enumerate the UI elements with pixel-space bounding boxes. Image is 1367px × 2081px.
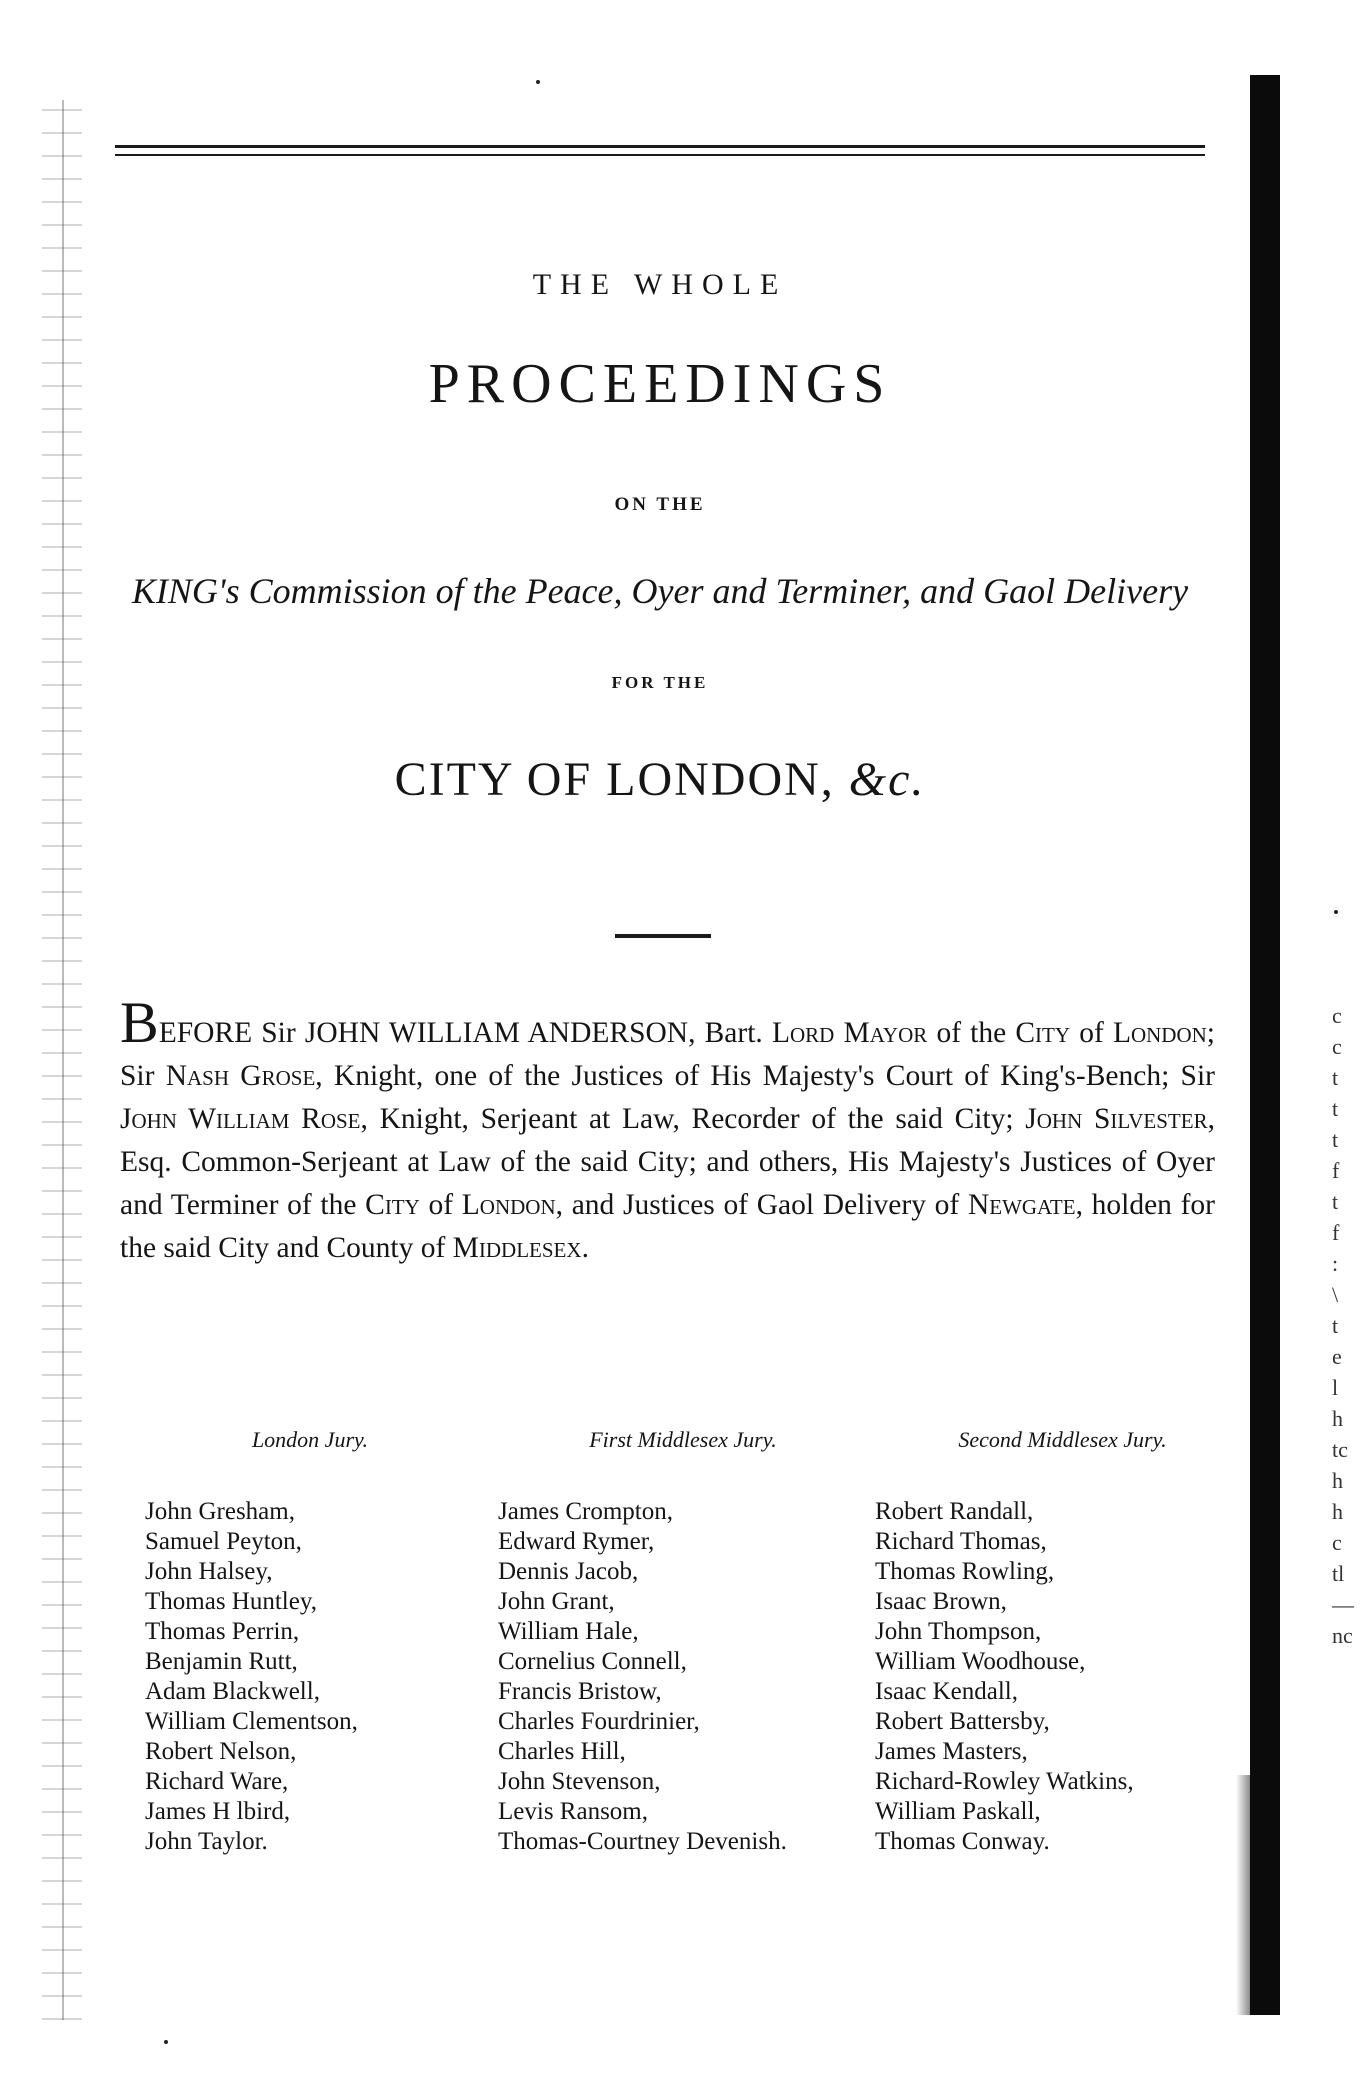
juror-name: Dennis Jacob, [498,1558,639,1585]
subtitle-for-the: FOR THE [611,673,709,692]
bleed-fragment: tc [1332,1437,1348,1462]
jury-list [145,1497,445,1857]
preamble-smallcaps: City [1015,1017,1071,1049]
bleed-fragment: nc [1332,1623,1353,1648]
top-rule [115,145,1205,148]
juror-name: James H lbird, [145,1798,291,1825]
juror-name: John Stevenson, [498,1768,661,1795]
bleed-fragment: t [1332,1189,1339,1214]
juror-name: William Clementson, [145,1708,358,1735]
bleed-fragment: h [1332,1499,1343,1524]
top-rule-secondary [115,154,1205,156]
preamble-text: , Knight, Serjeant at Law, Recorder of the said City; [360,1103,1026,1135]
subtitle-on-the: ON THE [614,494,706,515]
bleed-fragment: t [1332,1313,1339,1338]
city-name: CITY OF LONDON, [394,753,835,806]
bleed-fragment: e [1332,1344,1342,1369]
preamble-smallcaps: Nash Grose [165,1060,316,1092]
juror-name: Thomas Rowling, [875,1558,1055,1585]
juror-name: John Grant, [498,1588,615,1615]
juror-name: Richard-Rowley Watkins, [875,1768,1134,1795]
jury-list [498,1497,838,1857]
scan-speck [164,2040,168,2044]
preamble-paragraph [120,990,1216,1270]
preamble-text: . [581,1232,589,1264]
preamble-smallcaps: City [365,1189,420,1221]
juror-name: Richard Ware, [145,1768,289,1795]
section-divider-rule [615,934,711,938]
subtitle-commission: KING's Commission of the Peace, Oyer and Terminer, and Gaol Delivery [131,571,1189,611]
preamble-text: , and Justices of Gaol Delivery of [555,1189,968,1221]
juror-name: John Gresham, [145,1498,295,1525]
jury-column-first-middlesex [498,1425,838,1857]
title-the-whole: THE WHOLE [532,268,788,301]
preamble-text: EFORE Sir JOHN WILLIAM ANDERSON, Bart. [158,1017,772,1049]
preamble-text: ; Sir [120,1017,1215,1092]
bleed-fragment: l [1332,1375,1339,1400]
bleed-fragment: t [1332,1096,1339,1121]
juror-name: Benjamin Rutt, [145,1648,298,1675]
juror-name: Edward Rymer, [498,1528,655,1555]
bleed-fragment: c [1332,1034,1342,1059]
bleed-fragment: c [1332,1530,1342,1555]
preamble-smallcaps: Newgate [967,1189,1076,1221]
jury-heading: First Middlesex Jury. [589,1427,777,1452]
juror-name: Francis Bristow, [498,1678,662,1705]
juror-name: Thomas-Courtney Devenish. [498,1828,787,1855]
juror-name: Charles Fourdrinier, [498,1708,700,1735]
juror-name: William Hale, [498,1618,639,1645]
jury-list [875,1497,1220,1857]
juror-name: Thomas Huntley, [145,1588,317,1615]
drop-cap: B [120,990,159,1055]
jury-column-second-middlesex [875,1425,1220,1857]
etcetera: &c. [848,753,926,806]
juror-name: Isaac Brown, [875,1588,1007,1615]
preamble-smallcaps: Middlesex [452,1232,582,1264]
preamble-smallcaps: John William Rose [120,1103,361,1135]
juror-name: Adam Blackwell, [145,1678,320,1705]
preamble-text: of [1070,1017,1113,1049]
preamble-text: , holden for the said City and County of [120,1189,1216,1264]
facing-page-bleed-text [1332,1000,1366,1651]
juror-name: Robert Battersby, [875,1708,1050,1735]
bleed-fragment: t [1332,1127,1339,1152]
juror-name: Isaac Kendall, [875,1678,1018,1705]
jury-column-london [145,1425,445,1857]
juror-name: Cornelius Connell, [498,1648,687,1675]
scan-speck [536,80,540,84]
bleed-fragment: h [1332,1406,1343,1431]
title-proceedings: PROCEEDINGS [428,353,892,415]
juror-name: Samuel Peyton, [145,1528,302,1555]
juror-name: Richard Thomas, [875,1528,1047,1555]
juror-name: Robert Nelson, [145,1738,297,1765]
juror-name: Charles Hill, [498,1738,626,1765]
jury-heading: Second Middlesex Jury. [958,1427,1167,1452]
bleed-fragment: — [1332,1592,1354,1617]
preamble-text: , Esq. Common-Serjeant at Law of the said City; and others, His Majesty's Justices of Oyer and Terminer of the [120,1103,1215,1221]
bleed-fragment: t [1332,1065,1339,1090]
title-city-of-london [115,752,1205,807]
juror-name: Robert Randall, [875,1498,1034,1525]
right-binding-strip [1250,75,1280,2015]
juror-name: John Halsey, [145,1558,273,1585]
bleed-fragment: f [1332,1158,1340,1183]
preamble-smallcaps: London [1112,1017,1207,1049]
bleed-fragment: tl [1332,1561,1345,1586]
preamble-smallcaps: Lord Mayor [771,1017,928,1049]
bleed-fragment: c [1332,1003,1342,1028]
juror-name: Levis Ransom, [498,1798,648,1825]
juror-name: William Woodhouse, [875,1648,1086,1675]
juror-name: James Masters, [875,1738,1028,1765]
preamble-smallcaps: John Silvester [1025,1103,1208,1135]
preamble-smallcaps: London [461,1189,556,1221]
left-gutter-line [62,100,64,2020]
juror-name: Thomas Perrin, [145,1618,300,1645]
bleed-fragment: f [1332,1220,1340,1245]
bleed-fragment: : [1332,1251,1339,1276]
juror-name: John Taylor. [145,1828,268,1855]
juror-name: James Crompton, [498,1498,673,1525]
preamble-text: , Knight, one of the Justices of His Majesty's Court of King's-Bench; Sir [315,1060,1215,1092]
bleed-fragment: \ [1332,1282,1339,1307]
scan-speck [1334,910,1338,914]
juror-name: John Thompson, [875,1618,1042,1645]
juror-name: Thomas Conway. [875,1828,1050,1855]
juror-name: William Paskall, [875,1798,1041,1825]
preamble-text: of the [927,1017,1016,1049]
bleed-fragment: h [1332,1468,1343,1493]
jury-heading: London Jury. [251,1427,369,1452]
preamble-text: of [419,1189,462,1221]
